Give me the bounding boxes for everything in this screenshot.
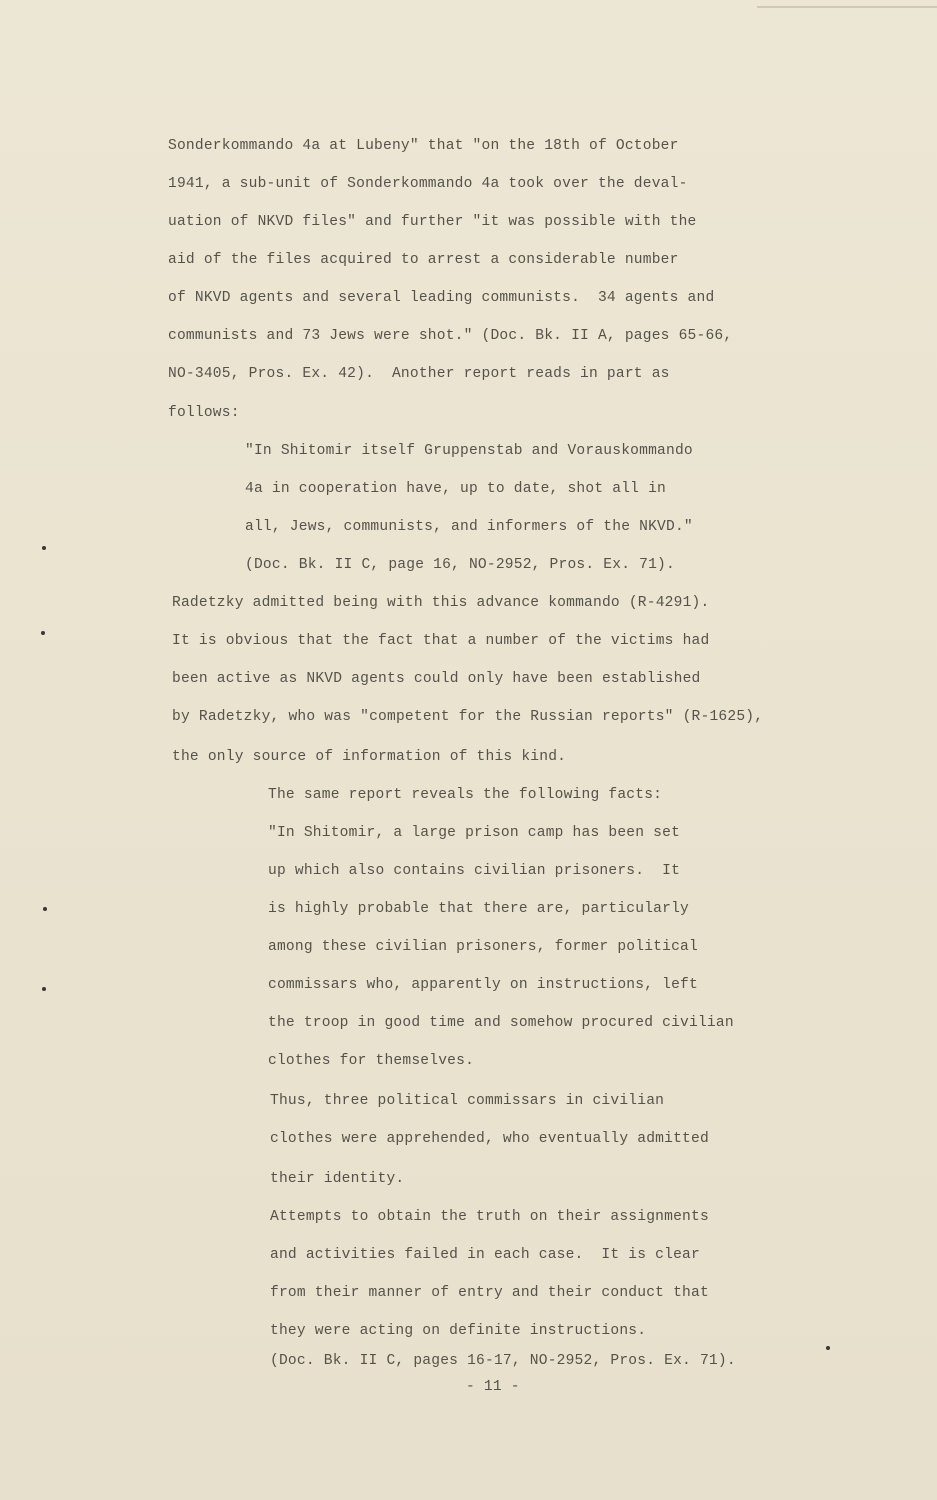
text-line: 1941, a sub-unit of Sonderkommando 4a took over the deval- [168,176,688,192]
page-edge [757,0,937,8]
text-line: "In Shitomir, a large prison camp has been set [268,825,681,841]
text-line: Radetzky admitted being with this advance kommando (R-4291). [172,595,710,611]
text-line: up which also contains civilian prisoners. It [268,863,681,879]
text-line: been active as NKVD agents could only have been established [172,671,701,687]
text-line: aid of the files acquired to arrest a considerable number [168,252,679,268]
text-line: commissars who, apparently on instructions, left [268,977,698,993]
text-line: 4a in cooperation have, up to date, shot all in [245,481,667,497]
text-line: Thus, three political commissars in civilian [270,1093,665,1109]
text-line: Attempts to obtain the truth on their assignments [270,1209,709,1225]
page-number: - 11 - [466,1379,520,1395]
text-line: (Doc. Bk. II C, pages 16-17, NO-2952, Pros. Ex. 71). [270,1353,736,1369]
text-line: clothes for themselves. [268,1053,475,1069]
text-line: NO-3405, Pros. Ex. 42). Another report reads in part as [168,366,670,382]
text-line: the only source of information of this kind. [172,749,567,765]
text-line: (Doc. Bk. II C, page 16, NO-2952, Pros. Ex. 71). [245,557,675,573]
text-line: of NKVD agents and several leading communists. 34 agents and [168,290,715,306]
text-line: uation of NKVD files" and further "it was possible with the [168,214,697,230]
text-line: communists and 73 Jews were shot." (Doc. Bk. II A, pages 65-66, [168,328,733,344]
text-line: The same report reveals the following facts: [268,787,663,803]
text-line: Sonderkommando 4a at Lubeny" that "on the 18th of October [168,138,679,154]
text-line: follows: [168,405,240,421]
text-line: "In Shitomir itself Gruppenstab and Vorauskommando [245,443,693,459]
text-line: from their manner of entry and their conduct that [270,1285,709,1301]
punch-mark [43,907,47,911]
text-line: and activities failed in each case. It is clear [270,1247,700,1263]
text-line: the troop in good time and somehow procured civilian [268,1015,734,1031]
text-line: they were acting on definite instructions. [270,1323,647,1339]
text-line: by Radetzky, who was "competent for the Russian reports" (R-1625), [172,709,764,725]
text-line: is highly probable that there are, particularly [268,901,690,917]
punch-mark [41,631,45,635]
punch-mark [42,987,46,991]
text-line: their identity. [270,1171,405,1187]
punch-mark [42,546,46,550]
text-line: among these civilian prisoners, former political [268,939,698,955]
punch-mark [826,1346,830,1350]
text-line: all, Jews, communists, and informers of the NKVD." [245,519,693,535]
text-line: It is obvious that the fact that a number of the victims had [172,633,710,649]
text-line: clothes were apprehended, who eventually admitted [270,1131,709,1147]
